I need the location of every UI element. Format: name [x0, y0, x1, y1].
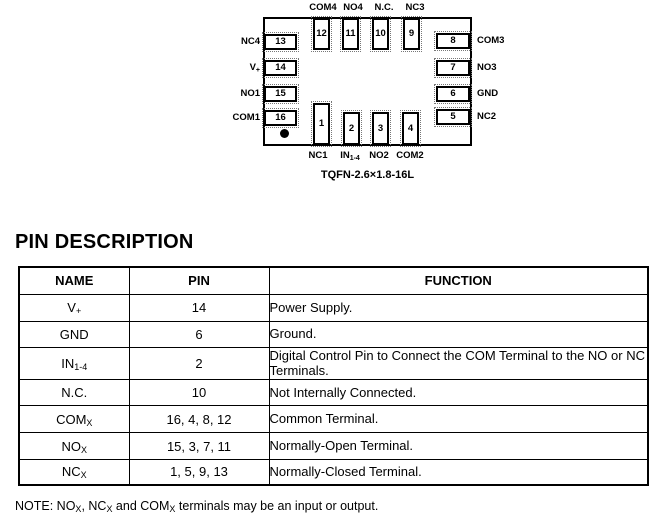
footnote: NOTE: $NO_X$, $NC_X$ and $COM_X$ terminals may be an input or output. [15, 499, 379, 514]
pin-label-vplus: $V_+$ [249, 62, 260, 74]
col-header-function: FUNCTION [269, 267, 648, 294]
cell-pin: 10 [129, 380, 269, 406]
cell-function: Ground. [269, 321, 648, 347]
pin-label-nc3: NC3 [405, 2, 425, 13]
pin-13 [264, 34, 297, 50]
pin-6 [436, 86, 470, 102]
table-row [19, 380, 648, 406]
pin-2 [343, 112, 360, 145]
cell-pin: 14 [129, 294, 269, 321]
cell-name: $NO_X$ [19, 433, 129, 460]
pin-number: 15 [275, 88, 286, 100]
table-row [19, 321, 648, 347]
pin-number: 5 [450, 111, 456, 123]
pin-label-nc: N.C. [374, 2, 394, 13]
pin-12 [313, 18, 330, 50]
pin-label-no2: NO2 [369, 150, 389, 161]
cell-name: N.C. [19, 380, 129, 406]
cell-pin: 16, 4, 8, 12 [129, 406, 269, 433]
pin-number: 9 [408, 28, 415, 40]
cell-function: Normally-Open Terminal. [269, 433, 648, 460]
pin-label-no4: NO4 [343, 2, 363, 13]
cell-name: $NC_X$ [19, 460, 129, 485]
cell-pin: 2 [129, 347, 269, 380]
pin-15 [264, 86, 297, 102]
cell-name: $IN_{1-4}$ [19, 347, 129, 380]
pin-number: 6 [450, 88, 456, 100]
pin-4 [402, 112, 419, 145]
pin-16 [264, 110, 297, 126]
pin-number: 2 [348, 122, 355, 134]
table-row [19, 347, 648, 380]
pin-label-gnd: GND [477, 88, 499, 99]
pin-number: 12 [316, 28, 327, 40]
cell-function: Common Terminal. [269, 406, 648, 433]
table-header-row [19, 267, 648, 294]
pin-7 [436, 60, 470, 76]
table-row [19, 433, 648, 460]
pin-label-com2: COM2 [396, 150, 424, 161]
pin-number: 14 [275, 62, 286, 74]
pin-number: 7 [450, 62, 456, 74]
pin-9 [403, 18, 420, 50]
cell-pin: 15, 3, 7, 11 [129, 433, 269, 460]
pin-label-nc2: NC2 [477, 111, 497, 122]
pin-label-com4: COM4 [309, 2, 337, 13]
cell-name: $COM_X$ [19, 406, 129, 433]
pin-3 [372, 112, 389, 145]
pin-1 [313, 103, 330, 145]
pin-11 [342, 18, 359, 50]
pin-label-com3: COM3 [477, 35, 505, 46]
package-name: TQFN-2.6×1.8-16L [320, 169, 415, 181]
pin-number: 8 [450, 35, 456, 47]
table-row [19, 460, 648, 485]
cell-function: Power Supply. [269, 294, 648, 321]
table-row [19, 406, 648, 433]
cell-pin: 1, 5, 9, 13 [129, 460, 269, 485]
pin-label-nc4: NC4 [240, 36, 260, 47]
pin-label-no1: NO1 [240, 88, 260, 99]
pin-5 [436, 109, 470, 125]
pin-number: 4 [407, 122, 414, 134]
pin-number: 10 [375, 28, 386, 40]
pin-8 [436, 33, 470, 49]
cell-function: Not Internally Connected. [269, 380, 648, 406]
pin-10 [372, 18, 389, 50]
cell-name: GND [19, 321, 129, 347]
pin-label-no3: NO3 [477, 62, 497, 73]
pin-number: 1 [318, 118, 325, 130]
pin1-indicator-dot [280, 129, 289, 138]
pin-number: 11 [345, 28, 356, 40]
pin-label-nc1: NC1 [308, 150, 328, 161]
col-header-pin: PIN [129, 267, 269, 294]
pinout-figure [0, 0, 672, 195]
cell-name: $V_+$ [19, 294, 129, 321]
pin-label-in14: $IN_{1-4}$ [340, 150, 360, 162]
pin-description-table [18, 266, 649, 486]
pin-number: 16 [275, 112, 286, 124]
pin-number: 3 [377, 122, 384, 134]
pin-label-com1: COM1 [232, 112, 260, 123]
pin-14 [264, 60, 297, 76]
col-header-name: NAME [19, 267, 129, 294]
table-row [19, 294, 648, 321]
cell-function: Normally-Closed Terminal. [269, 460, 648, 485]
pin-number: 13 [275, 36, 286, 48]
cell-function: Digital Control Pin to Connect the COM Terminal to the NO or NC Terminals. [269, 347, 648, 380]
page-title: PIN DESCRIPTION [15, 231, 194, 253]
cell-pin: 6 [129, 321, 269, 347]
